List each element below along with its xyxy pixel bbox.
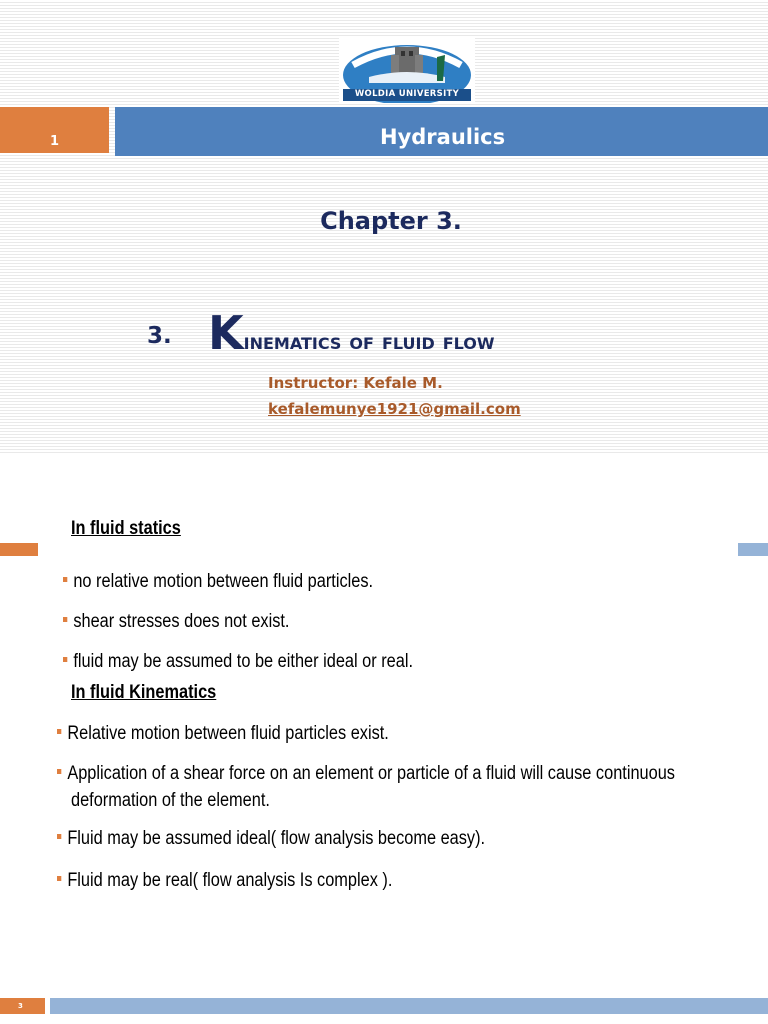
accent-bar-left [0,543,38,556]
section-title-initial: K [208,306,244,360]
section-number: 3. [147,323,172,349]
header-title: Hydraulics [115,107,768,156]
content-slide [0,455,768,1024]
bullet-item-continuation: deformation of the element. [71,790,270,811]
instructor-email-link[interactable]: kefalemunye1921@gmail.com [268,400,521,418]
slide-number: 1 [0,107,109,153]
footer-bar [50,998,768,1014]
bullet-item: shear stresses does not exist. [63,608,289,635]
bullet-item: Fluid may be assumed ideal( flow analysis become easy). [57,825,485,852]
bullet-item: Application of a shear force on an element or particle of a fluid will cause continuous [57,760,675,787]
bullet-square-icon [63,657,67,662]
chapter-title: Chapter 3. [320,207,462,235]
bullet-square-icon [63,577,67,582]
section-title-rest: inematics of fluid flow [243,329,495,355]
section-title [208,306,495,360]
bullet-item: Relative motion between fluid particles exist. [57,720,389,747]
instructor-name: Instructor: Kefale M. [268,374,443,392]
heading-fluid-kinematics: In fluid Kinematics [71,682,217,703]
logo-university-name: WOLDIA UNIVERSITY [354,89,460,99]
bullet-square-icon [63,617,67,622]
bullet-item: Fluid may be real( flow analysis Is complex ). [57,867,392,894]
bullet-square-icon [57,729,61,734]
bullet-square-icon [57,876,61,881]
title-slide [0,0,768,455]
accent-bar-right [738,543,768,556]
bullet-item: fluid may be assumed to be either ideal or real. [63,648,413,675]
bullet-item: no relative motion between fluid particles. [63,568,373,595]
heading-fluid-statics: In fluid statics [71,518,181,539]
footer-slide-number: 3 [0,998,45,1014]
bullet-square-icon [57,834,61,839]
bullet-square-icon [57,769,61,774]
